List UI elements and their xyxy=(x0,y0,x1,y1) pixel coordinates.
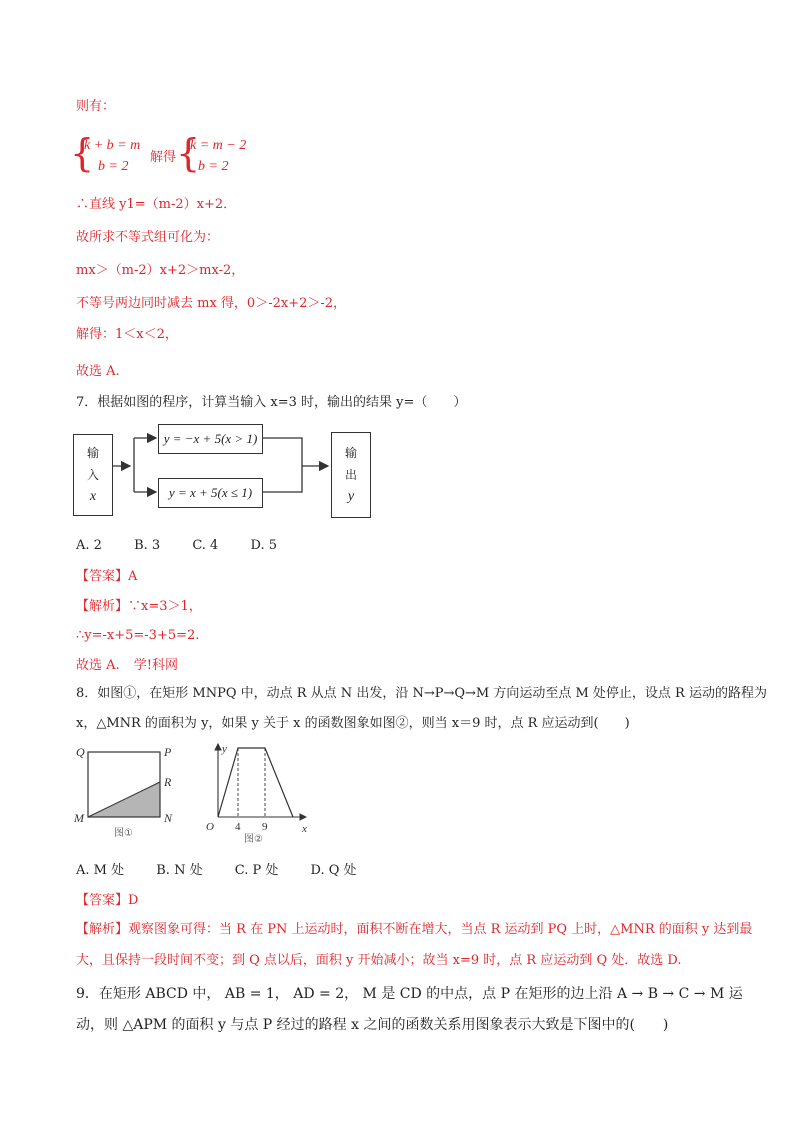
fig1-label-n: N xyxy=(164,811,173,825)
q9-stem-2: 动，则 △APM 的面积 y 与点 P 经过的路程 x 之间的函数关系用图象表示大致是下图中的( ) xyxy=(76,1017,669,1033)
input-var: x xyxy=(89,489,97,504)
q7-analysis-2: ∴y=-x+5=-3+5=2. xyxy=(76,628,200,643)
input-label-1: 输 xyxy=(86,446,99,460)
q8-stem-2: x，△MNR 的面积为 y，如果 y 关于 x 的函数图象如图②，则当 x＝9 时，点 R 应运动到( ) xyxy=(76,716,630,731)
formula-bottom-text: y = x + 5(x ≤ 1) xyxy=(168,485,253,500)
fig2-label-y: y xyxy=(222,743,227,755)
q8-options xyxy=(76,862,385,880)
fig2-function-graph xyxy=(218,748,293,817)
q8-figure-1 xyxy=(70,742,190,842)
q7-conclusion-line xyxy=(76,657,178,675)
solution-line-5: 不等号两边同时减去 mx 得，0＞-2x+2＞-2， xyxy=(76,296,347,311)
system-right-eq1: k = m − 2 xyxy=(190,138,247,153)
q8-analysis-2: 大，且保持一段时间不变；到 Q 点以后，面积 y 开始减小；故当 x=9 时，点 R 应运动到 Q 处．故选 D. xyxy=(76,953,682,968)
solution-line-7: 故选 A. xyxy=(76,364,120,379)
fig2-tick-9: 9 xyxy=(262,821,268,833)
fig2-tick-4: 4 xyxy=(235,821,241,833)
flowchart-formula-top xyxy=(158,424,263,454)
q8-answer: 【答案】D xyxy=(76,893,139,908)
q8-stem-1: 8．如图①，在矩形 MNPQ 中，动点 R 从点 N 出发，沿 N→P→Q→M 方向运动至点 M 处停止，设点 R 运动的路程为 xyxy=(76,686,767,701)
q8-figure-2 xyxy=(198,740,316,844)
flowchart-formula-bottom xyxy=(158,478,263,508)
q8-option-c: C. P 处 xyxy=(234,863,279,878)
q8-analysis-text-1: 观察图象可得：当 R 在 PN 上运动时，面积不断在增大，当点 R 运动到 PQ 上时，△MNR 的面积 y 达到最 xyxy=(128,922,753,937)
q7-answer: 【答案】A xyxy=(76,569,138,584)
q7-option-a: A. 2 xyxy=(76,538,102,553)
q7-option-c: C. 4 xyxy=(192,538,219,553)
system-left-eq1: k + b = m xyxy=(84,138,141,153)
formula-top-text: y = −x + 5(x > 1) xyxy=(163,431,258,446)
fig1-label-r: R xyxy=(164,775,172,789)
watermark-text: 学!科网 xyxy=(133,658,179,673)
input-label-2: 入 xyxy=(86,468,99,482)
q8-analysis-tag: 【解析】 xyxy=(76,922,129,937)
q8-analysis-1 xyxy=(76,921,752,939)
solve-word: 解得 xyxy=(150,150,177,165)
q7-analysis-1 xyxy=(76,598,202,616)
fig2-label-x: x xyxy=(302,823,307,835)
fig2-caption: 图② xyxy=(244,834,263,844)
solution-line-3: 故所求不等式组可化为： xyxy=(76,230,220,245)
q8-option-d: D. Q 处 xyxy=(310,863,357,878)
fig1-label-q: Q xyxy=(76,745,85,759)
q8-option-a: A. M 处 xyxy=(76,863,125,878)
q7-analysis-tag: 【解析】 xyxy=(76,599,129,614)
system-right-eq2: b = 2 xyxy=(198,159,229,174)
fig1-label-p: P xyxy=(164,745,172,759)
fig1-label-m: M xyxy=(74,811,84,825)
solution-line-6: 解得：1＜x＜2， xyxy=(76,327,178,342)
fig2-label-o: O xyxy=(206,821,214,833)
output-label-1: 输 xyxy=(344,446,357,460)
q7-analysis-text-1: ∵x=3＞1， xyxy=(128,599,202,614)
output-label-2: 出 xyxy=(344,468,357,482)
q7-stem: 7．根据如图的程序，计算当输入 x=3 时，输出的结果 y=（ ） xyxy=(76,395,467,410)
solution-line-2: ∴直线 y1=（m-2）x+2． xyxy=(76,197,237,212)
q9-stem-1: 9．在矩形 ABCD 中， AB = 1， AD = 2， M 是 CD 的中点，点 P 在矩形的边上沿 A → B → C → M 运 xyxy=(76,986,743,1002)
output-var: y xyxy=(347,489,355,504)
right-brace-icon: { xyxy=(176,131,201,175)
q7-option-b: B. 3 xyxy=(134,538,161,553)
flowchart-output-box xyxy=(331,432,371,518)
q7-conclusion: 故选 A. xyxy=(76,658,120,673)
system-left-eq2: b = 2 xyxy=(98,159,129,174)
solution-line-4: mx＞（m-2）x+2＞mx-2， xyxy=(76,263,245,278)
left-brace-icon: { xyxy=(70,131,95,175)
q7-option-d: D. 5 xyxy=(250,538,277,553)
solution-line-then: 则有： xyxy=(76,99,116,114)
q8-option-b: B. N 处 xyxy=(156,863,203,878)
q7-options xyxy=(76,537,305,555)
fig1-caption: 图① xyxy=(114,828,133,839)
flowchart-input-box xyxy=(73,434,113,516)
